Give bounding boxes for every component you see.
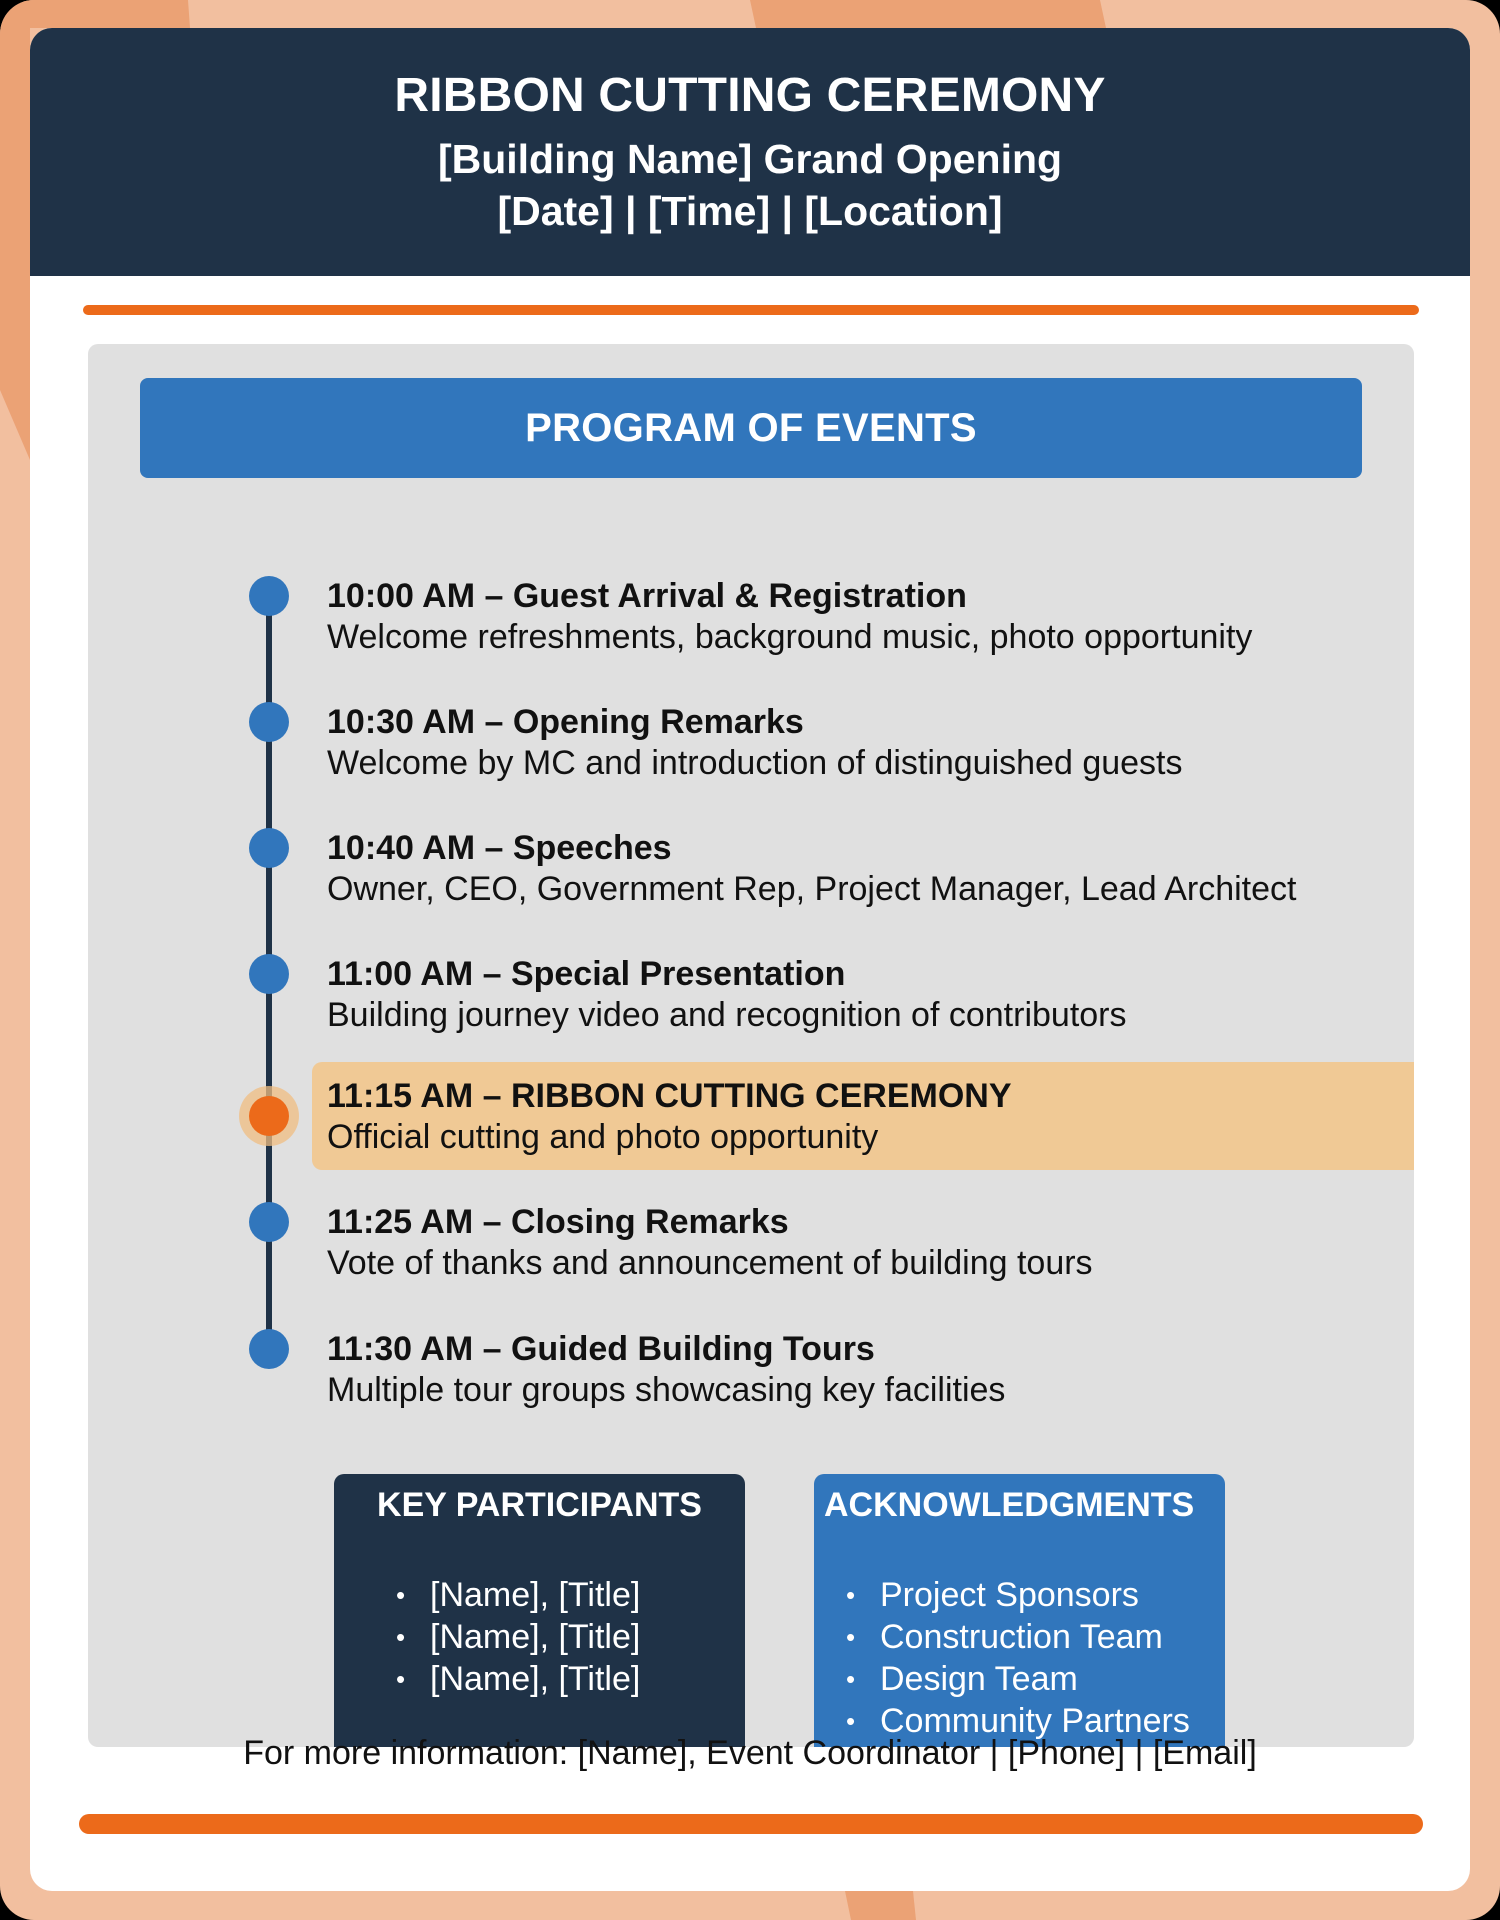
timeline-event-highlighted — [88, 1062, 1414, 1170]
event-description: Welcome refreshments, background music, photo opportunity — [327, 618, 1253, 656]
event-time-title: 10:30 AM – Opening Remarks — [327, 703, 804, 741]
timeline-dot-icon — [249, 1329, 289, 1369]
bullet-icon: • — [846, 1664, 856, 1694]
bullet-icon: • — [846, 1580, 856, 1610]
list-item: • [Name], [Title] — [396, 1618, 641, 1656]
bullet-icon: • — [846, 1622, 856, 1652]
program-panel — [88, 344, 1414, 1747]
header — [30, 28, 1470, 276]
event-time-title: 11:00 AM – Special Presentation — [327, 955, 846, 993]
event-description: Vote of thanks and announcement of building tours — [327, 1244, 1093, 1282]
flyer-card — [30, 28, 1470, 1891]
event-description: Multiple tour groups showcasing key facilities — [327, 1371, 1006, 1409]
acknowledgments-title: ACKNOWLEDGMENTS — [824, 1486, 1195, 1524]
timeline-event — [88, 576, 1414, 684]
bullet-icon: • — [396, 1580, 406, 1610]
event-description: Welcome by MC and introduction of distinguished guests — [327, 744, 1183, 782]
event-time-title: 11:25 AM – Closing Remarks — [327, 1203, 789, 1241]
timeline-event — [88, 1329, 1414, 1437]
key-participants-box — [334, 1474, 745, 1747]
timeline-event — [88, 702, 1414, 810]
event-time-title: 11:15 AM – RIBBON CUTTING CEREMONY — [327, 1077, 1012, 1115]
timeline-event — [88, 828, 1414, 936]
program-banner — [140, 378, 1362, 478]
event-details: [Date] | [Time] | [Location] — [497, 188, 1003, 234]
list-item: • Construction Team — [846, 1618, 1163, 1656]
event-description: Building journey video and recognition of contributors — [327, 996, 1127, 1034]
timeline-dot-highlight-icon — [249, 1096, 289, 1136]
timeline-event — [88, 1202, 1414, 1310]
list-item: • [Name], [Title] — [396, 1576, 641, 1614]
event-time-title: 10:00 AM – Guest Arrival & Registration — [327, 577, 967, 615]
list-item: • [Name], [Title] — [396, 1660, 641, 1698]
timeline-dot-icon — [249, 1202, 289, 1242]
bullet-icon: • — [396, 1622, 406, 1652]
accent-divider-top — [83, 305, 1419, 315]
event-subtitle: [Building Name] Grand Opening — [437, 136, 1063, 182]
timeline-dot-icon — [249, 576, 289, 616]
event-title: RIBBON CUTTING CEREMONY — [394, 69, 1106, 122]
timeline-dot-icon — [249, 828, 289, 868]
list-item: • Community Partners — [846, 1702, 1190, 1740]
key-participants-list — [396, 1574, 640, 1700]
acknowledgments-box — [814, 1474, 1225, 1747]
program-banner-title: PROGRAM OF EVENTS — [525, 405, 977, 450]
list-item: • Project Sponsors — [846, 1576, 1139, 1614]
event-description: Official cutting and photo opportunity — [327, 1118, 879, 1156]
bullet-icon: • — [846, 1706, 856, 1736]
key-participants-title: KEY PARTICIPANTS — [377, 1486, 702, 1524]
contact-info: For more information: [Name], Event Coordinator | [Phone] | [Email] — [243, 1734, 1257, 1772]
event-description: Owner, CEO, Government Rep, Project Manager, Lead Architect — [327, 870, 1297, 908]
list-item: • Design Team — [846, 1660, 1078, 1698]
acknowledgments-list — [846, 1574, 1190, 1742]
timeline-dot-icon — [249, 954, 289, 994]
bullet-icon: • — [396, 1664, 406, 1694]
event-time-title: 11:30 AM – Guided Building Tours — [327, 1330, 875, 1368]
event-time-title: 10:40 AM – Speeches — [327, 829, 672, 867]
timeline-dot-icon — [249, 702, 289, 742]
timeline-event — [88, 954, 1414, 1062]
accent-divider-bottom — [79, 1814, 1423, 1834]
